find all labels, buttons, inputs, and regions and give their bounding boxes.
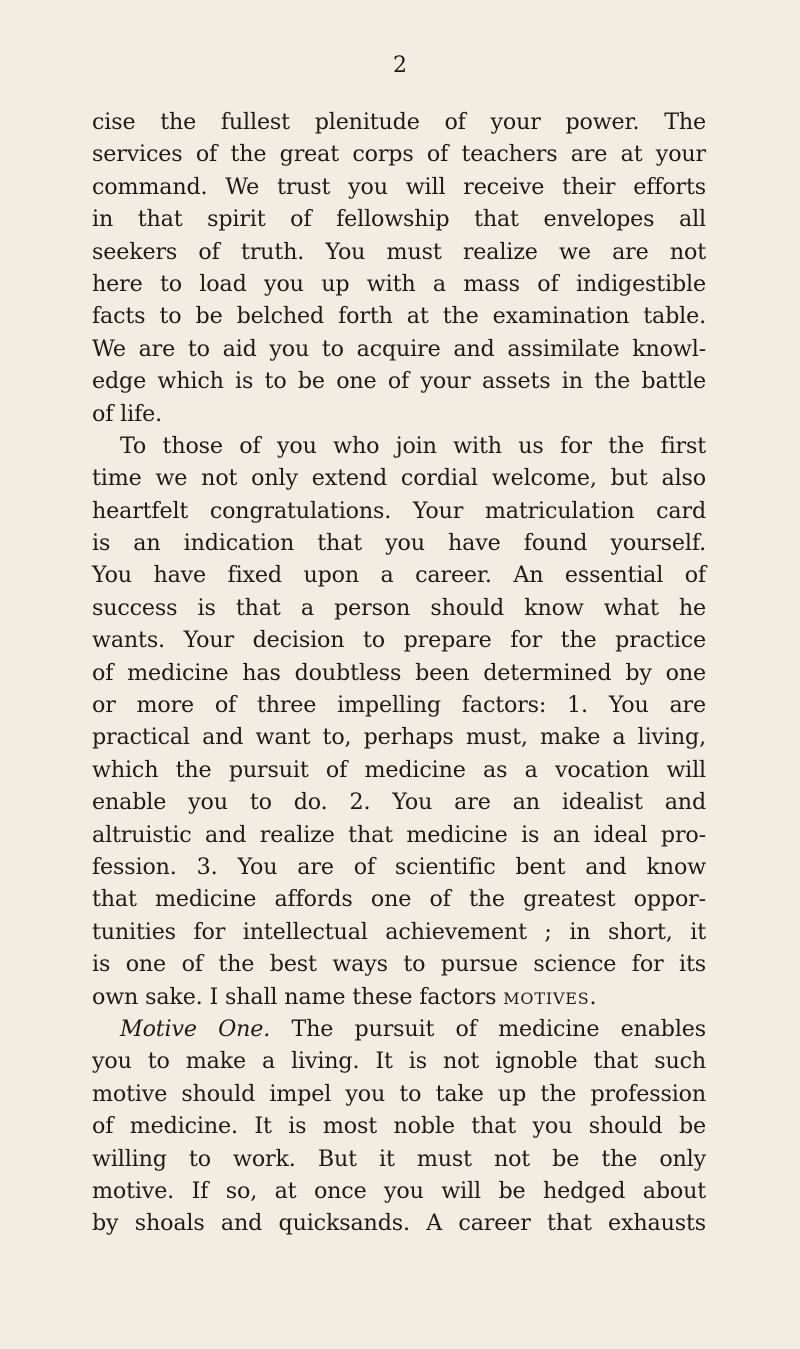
text-fragment: own sake. I shall name these factors	[92, 983, 504, 1010]
text-line: wants. Your decision to prepare for the practice	[92, 627, 706, 654]
text-line: fession. 3. You are of scientific bent and know	[92, 853, 706, 880]
text-line: of medicine has doubtless been determined by one	[92, 659, 706, 686]
text-line: We are to aid you to acquire and assimilate knowl-	[92, 335, 706, 362]
text-line: altruistic and realize that medicine is an ideal pro-	[92, 821, 706, 848]
text-line: cise the fullest plenitude of your power. The	[92, 109, 706, 135]
text-line: of life.	[92, 400, 163, 427]
text-line	[92, 981, 706, 1013]
text-line: which the pursuit of medicine as a vocation will	[92, 756, 706, 783]
text-line: command. We trust you will receive their efforts	[92, 173, 706, 200]
text-line: practical and want to, perhaps must, make a living,	[92, 724, 706, 751]
text-line: motive should impel you to take up the profession	[92, 1080, 706, 1107]
text-line: services of the great corps of teachers are at your	[92, 141, 706, 168]
text-line: that medicine affords one of the greatest oppor-	[92, 886, 706, 913]
text-line: facts to be belched forth at the examination table.	[92, 303, 706, 330]
text-line: time we not only extend cordial welcome, but also	[92, 465, 706, 492]
motive-heading: Motive One.	[120, 1015, 271, 1042]
text-line: you to make a living. It is not ignoble that such	[92, 1048, 706, 1075]
text-line: You have fixed upon a career. An essential of	[92, 562, 706, 589]
text-line: To those of you who join with us for the first	[120, 432, 706, 459]
text-line: or more of three impelling factors: 1. You are	[92, 692, 706, 719]
text-line: edge which is to be one of your assets in the battle	[92, 368, 706, 395]
text-line	[92, 1013, 706, 1045]
text-line: is one of the best ways to pursue science for its	[92, 951, 706, 978]
motives-term: motives.	[503, 983, 598, 1010]
text-line: in that spirit of fellowship that envelopes all	[92, 206, 706, 233]
text-line: success is that a person should know what he	[92, 594, 706, 621]
text-line: heartfelt congratulations. Your matriculation card	[92, 497, 706, 524]
paragraph-3	[92, 1013, 706, 1240]
text-line: of medicine. It is most noble that you should be	[92, 1113, 706, 1140]
text-line: is an indication that you have found yourself.	[92, 530, 706, 557]
text-line: seekers of truth. You must realize we are not	[92, 238, 706, 265]
text-line: tunities for intellectual achievement ; in short, it	[92, 918, 706, 945]
page-number: 2	[393, 53, 407, 78]
text-line: willing to work. But it must not be the only	[92, 1145, 706, 1172]
text-line: here to load you up with a mass of indigestible	[92, 270, 706, 297]
text-line: motive. If so, at once you will be hedged about	[92, 1177, 706, 1204]
paragraph-1	[92, 106, 706, 430]
body-text	[92, 106, 706, 1240]
text-line: enable you to do. 2. You are an idealist and	[92, 789, 706, 816]
text-line: by shoals and quicksands. A career that exhausts	[92, 1210, 706, 1237]
text-fragment: The pursuit of medicine enables	[270, 1015, 706, 1042]
paragraph-2	[92, 430, 706, 1013]
